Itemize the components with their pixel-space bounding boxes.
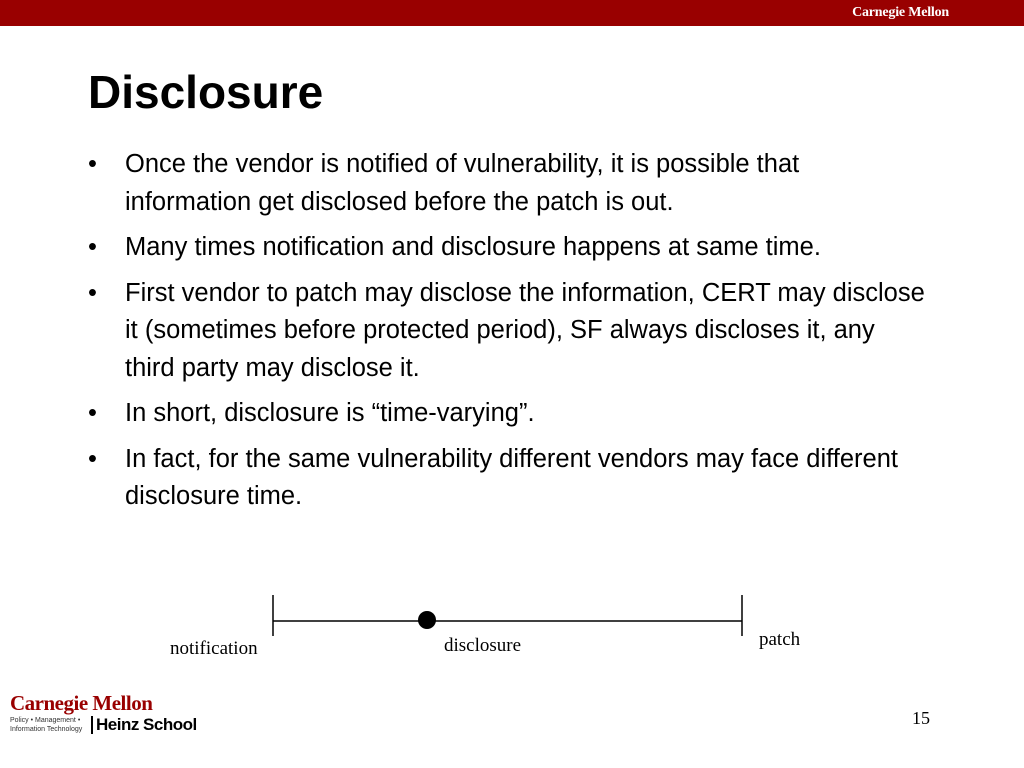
bullet-text: Many times notification and disclosure happens at same time. — [125, 233, 821, 261]
bullet-text: First vendor to patch may disclose the information, CERT may disclose it (sometimes before protected period), SF always discloses it, any third party may disclose it. — [125, 278, 925, 382]
page-number: 15 — [912, 708, 930, 728]
disclosure-point — [418, 611, 436, 629]
logo-divider — [91, 716, 93, 734]
bullet-text: In short, disclosure is “time-varying”. — [125, 399, 535, 427]
logo-tagline: Policy • Management • Information Technology — [10, 717, 83, 733]
disclosure-label: disclosure — [444, 635, 522, 656]
bullet-marker: • — [88, 233, 97, 261]
bullet-text: Once the vendor is notified of vulnerability, it is possible that information get disclosed before the patch is out. — [125, 150, 800, 216]
cmu-heinz-logo — [10, 692, 197, 735]
bullet-text: In fact, for the same vulnerability different vendors may face different disclosure time. — [125, 444, 898, 510]
bullet-marker: • — [88, 399, 97, 427]
bullet-marker: • — [88, 444, 97, 473]
notification-label: notification — [170, 638, 258, 659]
bullet-marker: • — [88, 278, 97, 307]
slide-title: Disclosure — [88, 66, 324, 118]
bullet-marker: • — [88, 150, 97, 178]
logo-wordmark: Carnegie Mellon — [10, 691, 153, 715]
patch-label: patch — [759, 629, 801, 650]
logo-school-name: Heinz School — [96, 715, 197, 734]
header-brand: Carnegie Mellon — [852, 5, 949, 20]
